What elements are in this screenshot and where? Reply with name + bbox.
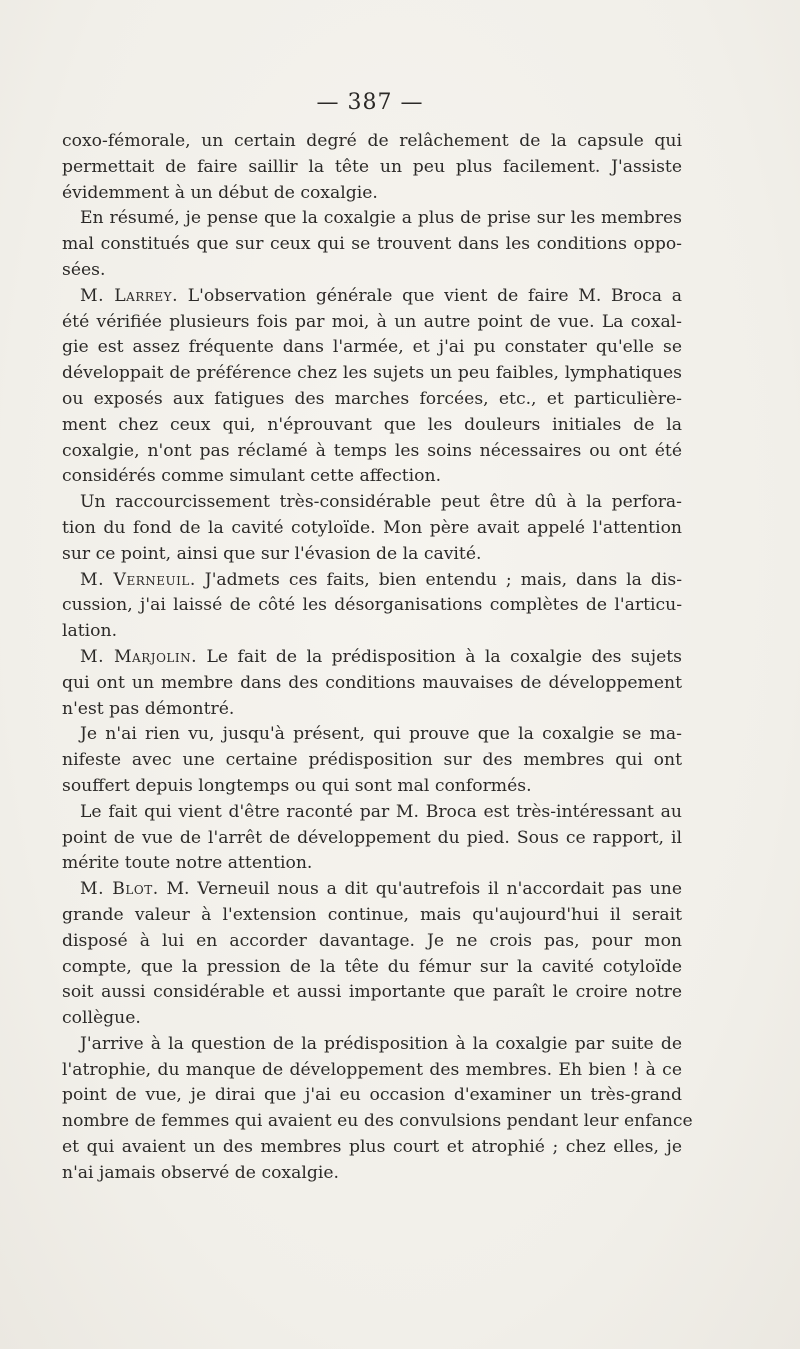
- text-line: point de vue de l'arrêt de développement du pied. Sous ce rapport, il: [62, 827, 682, 848]
- text-line: permettait de faire saillir la tête un peu plus facilement. J'assiste: [62, 156, 682, 177]
- text-line: considérés comme simulant cette affection.: [62, 466, 442, 487]
- paragraph: [62, 800, 682, 877]
- text-line: [62, 284, 682, 310]
- text-line: ment chez ceux qui, n'éprouvant que les douleurs initiales de la: [62, 414, 682, 435]
- text-line: grande valeur à l'extension continue, mais qu'aujourd'hui il serait: [62, 904, 682, 925]
- text-line: soit aussi considérable et aussi importante que paraît le croire notre: [62, 982, 682, 1003]
- speaker-name: M. Marjolin.: [80, 646, 198, 667]
- text-run: L'observation générale que vient de faire M. Broca a: [178, 285, 682, 306]
- page-number: — 387 —: [316, 90, 424, 115]
- paragraph: [62, 129, 682, 206]
- paragraph: [62, 722, 682, 799]
- paragraph: [62, 490, 682, 567]
- text-line: mérite toute notre attention.: [62, 853, 313, 874]
- text-line: mal constitués que sur ceux qui se trouvent dans les conditions oppo-: [62, 234, 682, 255]
- text-line: Un raccourcissement très-considérable peut être dû à la perfora-: [80, 492, 682, 513]
- text-line: [62, 568, 682, 594]
- text-line: sées.: [62, 259, 106, 280]
- text-line: coxo-fémorale, un certain degré de relâchement de la capsule qui: [62, 131, 682, 151]
- paragraph: [62, 206, 682, 283]
- text-run: J'admets ces faits, bien entendu ; mais, dans la dis-: [195, 569, 683, 590]
- text-line: développait de préférence chez les sujets un peu faibles, lymphatiques: [62, 363, 682, 384]
- text-line: J'arrive à la question de la prédisposition à la coxalgie par suite de: [80, 1033, 682, 1054]
- text-line: Je n'ai rien vu, jusqu'à présent, qui prouve que la coxalgie se ma-: [80, 724, 682, 745]
- text-line: compte, que la pression de la tête du fémur sur la cavité cotyloïde: [62, 956, 682, 977]
- paragraph-larrey: [62, 284, 682, 490]
- speaker-name: M. Verneuil.: [80, 569, 196, 590]
- text-line: n'ai jamais observé de coxalgie.: [62, 1162, 339, 1183]
- text-line: collègue.: [62, 1008, 141, 1029]
- text-line: point de vue, je dirai que j'ai eu occasion d'examiner un très-grand: [62, 1085, 682, 1106]
- paragraph-blot: [62, 877, 682, 1032]
- text-line: ou exposés aux fatigues des marches forcées, etc., et particulière-: [62, 388, 682, 409]
- text-line: été vérifiée plusieurs fois par moi, à un autre point de vue. La coxal-: [62, 311, 682, 332]
- text-line: qui ont un membre dans des conditions mauvaises de développement: [62, 672, 682, 693]
- text-line: évidemment à un début de coxalgie.: [62, 182, 378, 203]
- text-line: nombre de femmes qui avaient eu des convulsions pendant leur enfance: [62, 1111, 693, 1132]
- body-text: [62, 129, 693, 1187]
- text-line: n'est pas démontré.: [62, 698, 235, 719]
- text-line: coxalgie, n'ont pas réclamé à temps les soins nécessaires ou ont été: [62, 440, 682, 461]
- text-line: disposé à lui en accorder davantage. Je ne crois pas, pour mon: [62, 930, 682, 951]
- paragraph: [62, 1032, 693, 1187]
- text-line: souffert depuis longtemps ou qui sont mal conformés.: [62, 775, 532, 796]
- text-line: lation.: [62, 621, 118, 642]
- text-line: sur ce point, ainsi que sur l'évasion de la cavité.: [62, 543, 482, 564]
- text-line: gie est assez fréquente dans l'armée, et j'ai pu constater qu'elle se: [62, 337, 682, 358]
- text-line: [62, 645, 682, 671]
- text-line: tion du fond de la cavité cotyloïde. Mon père avait appelé l'attention: [62, 517, 682, 538]
- text-line: nifeste avec une certaine prédisposition sur des membres qui ont: [62, 750, 682, 771]
- text-run: M. Verneuil nous a dit qu'autrefois il n'accordait pas une: [158, 879, 682, 900]
- text-line: Le fait qui vient d'être raconté par M. Broca est très-intéressant au: [80, 801, 682, 822]
- speaker-name: M. Blot.: [80, 879, 159, 900]
- text-line: [62, 877, 682, 903]
- text-line: En résumé, je pense que la coxalgie a plus de prise sur les membres: [80, 208, 682, 229]
- text-line: cussion, j'ai laissé de côté les désorganisations complètes de l'articu-: [62, 595, 682, 616]
- text-run: Le fait de la prédisposition à la coxalgie des sujets: [197, 646, 682, 667]
- text-line: l'atrophie, du manque de développement des membres. Eh bien ! à ce: [62, 1059, 682, 1080]
- text-line: et qui avaient un des membres plus court et atrophié ; chez elles, je: [62, 1137, 682, 1158]
- paragraph-marjolin: [62, 645, 682, 722]
- paragraph-verneuil: [62, 568, 682, 645]
- speaker-name: M. Larrey.: [80, 285, 179, 306]
